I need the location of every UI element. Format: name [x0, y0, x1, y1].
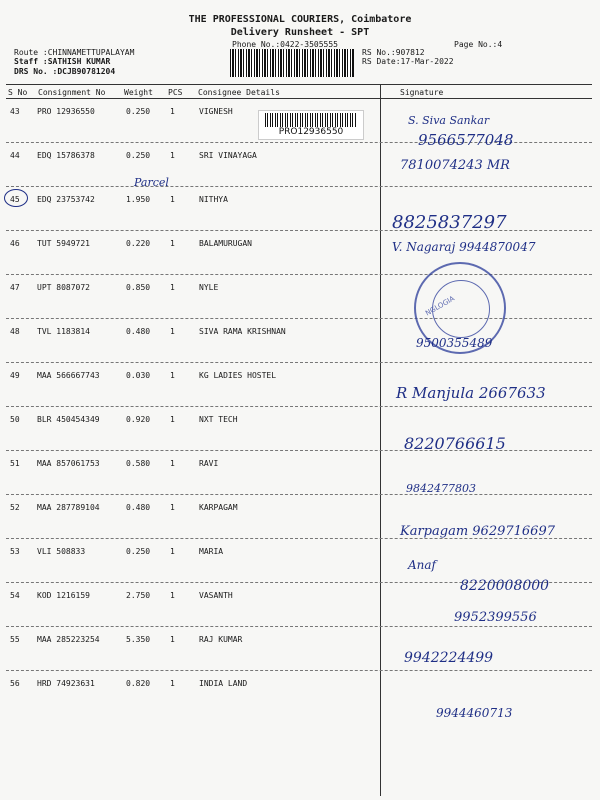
- row-pcs: 1: [170, 459, 175, 468]
- row-separator: [6, 494, 592, 495]
- row-pcs: 1: [170, 239, 175, 248]
- col-weight: Weight: [124, 88, 153, 97]
- row-sno: 50: [10, 415, 20, 424]
- row-separator: [6, 274, 592, 275]
- company-title: THE PROFESSIONAL COURIERS, Coimbatore: [188, 14, 412, 25]
- row-sno: 47: [10, 283, 20, 292]
- row-separator: [6, 670, 592, 671]
- row-sno: 56: [10, 679, 20, 688]
- row-sno: 43: [10, 107, 20, 116]
- row-consignee: KARPAGAM: [199, 503, 238, 512]
- col-signature: Signature: [400, 88, 444, 97]
- row-consignment: MAA 566667743: [37, 371, 100, 380]
- row-consignment: TUT 5949721: [37, 239, 90, 248]
- handwritten-parcel-note: Parcel: [134, 176, 169, 189]
- row-weight: 2.750: [126, 591, 151, 600]
- row-consignee: VIGNESH: [199, 107, 233, 116]
- signature-43-phone: 9566577048: [418, 131, 514, 149]
- signature-49: R Manjula 2667633: [396, 384, 546, 402]
- signature-divider: [380, 84, 381, 796]
- row-consignee: NXT TECH: [199, 415, 238, 424]
- signature-51: 9842477803: [406, 482, 476, 495]
- row-pcs: 1: [170, 635, 175, 644]
- signature-44: 7810074243 MR: [400, 158, 510, 173]
- row-sno: 46: [10, 239, 20, 248]
- table-header-rule: [6, 98, 592, 99]
- barcode-sticker: [258, 110, 364, 140]
- route-label: Route :CHINNAMETTUPALAYAM: [14, 48, 135, 57]
- col-sno: S No: [8, 88, 28, 97]
- row-consignee: RAJ KUMAR: [199, 635, 243, 644]
- row-consignment: PRO 12936550: [37, 107, 95, 116]
- signature-48: 9500355489: [416, 336, 493, 350]
- row-pcs: 1: [170, 283, 175, 292]
- row-pcs: 1: [170, 107, 175, 116]
- row-consignee: INDIA LAND: [199, 679, 248, 688]
- row-weight: 0.220: [126, 239, 151, 248]
- signature-46: V. Nagaraj 9944870047: [392, 240, 536, 254]
- row-sno: 52: [10, 503, 20, 512]
- row-pcs: 1: [170, 415, 175, 424]
- row-consignment: HRD 74923631: [37, 679, 95, 688]
- rs-date: RS Date:17-Mar-2022: [362, 57, 454, 66]
- runsheet-title: Delivery Runsheet - SPT: [230, 27, 370, 38]
- row-consignee: SRI VINAYAGA: [199, 151, 257, 160]
- row-sno: 44: [10, 151, 20, 160]
- col-pcs: PCS: [168, 88, 183, 97]
- row-weight: 1.950: [126, 195, 151, 204]
- row-sno: 54: [10, 591, 20, 600]
- stamp-text: NGLOGIA: [424, 294, 456, 318]
- row-sno: 55: [10, 635, 20, 644]
- signature-50: 8220766615: [404, 434, 506, 453]
- signature-54: 8220008000: [460, 578, 550, 594]
- rs-number: RS No.:907812: [362, 48, 425, 57]
- row-pcs: 1: [170, 195, 175, 204]
- row-weight: 0.250: [126, 151, 151, 160]
- row-weight: 0.030: [126, 371, 151, 380]
- row-sno: 49: [10, 371, 20, 380]
- col-consignment: Consignment No: [38, 88, 106, 97]
- drs-number: DRS No. :DCJB90781204: [14, 67, 116, 76]
- table-top-rule: [6, 84, 592, 85]
- row-separator: [6, 626, 592, 627]
- signature-54-alt: 9952399556: [454, 610, 537, 625]
- header-barcode: [230, 49, 354, 77]
- row-separator: [6, 362, 592, 363]
- row-weight: 5.350: [126, 635, 151, 644]
- row-consignment: EDQ 23753742: [37, 195, 95, 204]
- row-consignee: BALAMURUGAN: [199, 239, 252, 248]
- row-consignee: VASANTH: [199, 591, 233, 600]
- row-pcs: 1: [170, 151, 175, 160]
- row-separator: [6, 406, 592, 407]
- signature-52: Karpagam 9629716697: [400, 524, 555, 539]
- sticker-barcode: [265, 113, 357, 127]
- row-weight: 0.480: [126, 503, 151, 512]
- row-consignment: MAA 287789104: [37, 503, 100, 512]
- row-consignment: MAA 285223254: [37, 635, 100, 644]
- row-pcs: 1: [170, 591, 175, 600]
- row-consignment: KOD 1216159: [37, 591, 90, 600]
- row-pcs: 1: [170, 547, 175, 556]
- row-pcs: 1: [170, 371, 175, 380]
- row-sno: 45: [10, 195, 20, 204]
- row-consignee: NYLE: [199, 283, 219, 292]
- row-consignee: MARIA: [199, 547, 224, 556]
- row-weight: 0.250: [126, 107, 151, 116]
- row-sno: 48: [10, 327, 20, 336]
- row-consignee: RAVI: [199, 459, 219, 468]
- row-weight: 0.820: [126, 679, 151, 688]
- row-consignee: NITHYA: [199, 195, 228, 204]
- row-consignee: KG LADIES HOSTEL: [199, 371, 277, 380]
- signature-53: Anaf: [408, 558, 436, 572]
- row-weight: 0.250: [126, 547, 151, 556]
- row-consignment: EDQ 15786378: [37, 151, 95, 160]
- handwritten-circle-mark: [4, 189, 28, 207]
- row-consignment: TVL 1183814: [37, 327, 90, 336]
- col-consignee: Consignee Details: [198, 88, 280, 97]
- row-sno: 51: [10, 459, 20, 468]
- row-pcs: 1: [170, 327, 175, 336]
- row-separator: [6, 186, 592, 187]
- phone-number: Phone No.:0422-3505555: [232, 40, 338, 49]
- row-consignee: SIVA RAMA KRISHNAN: [199, 327, 286, 336]
- signature-45: 8825837297: [392, 212, 507, 233]
- page-number: Page No.:4: [454, 40, 503, 49]
- row-weight: 0.920: [126, 415, 151, 424]
- row-pcs: 1: [170, 503, 175, 512]
- row-consignment: BLR 450454349: [37, 415, 100, 424]
- signature-56: 9944460713: [436, 706, 513, 720]
- row-weight: 0.850: [126, 283, 151, 292]
- row-consignment: VLI 508833: [37, 547, 86, 556]
- row-weight: 0.580: [126, 459, 151, 468]
- sticker-number: PRO12936550: [278, 127, 344, 137]
- staff-label: Staff :SATHISH KUMAR: [14, 57, 111, 66]
- row-pcs: 1: [170, 679, 175, 688]
- signature-43-name: S. Siva Sankar: [408, 114, 490, 127]
- signature-55: 9942224499: [404, 650, 494, 666]
- row-weight: 0.480: [126, 327, 151, 336]
- row-consignment: MAA 857061753: [37, 459, 100, 468]
- row-consignment: UPT 8087072: [37, 283, 90, 292]
- row-sno: 53: [10, 547, 20, 556]
